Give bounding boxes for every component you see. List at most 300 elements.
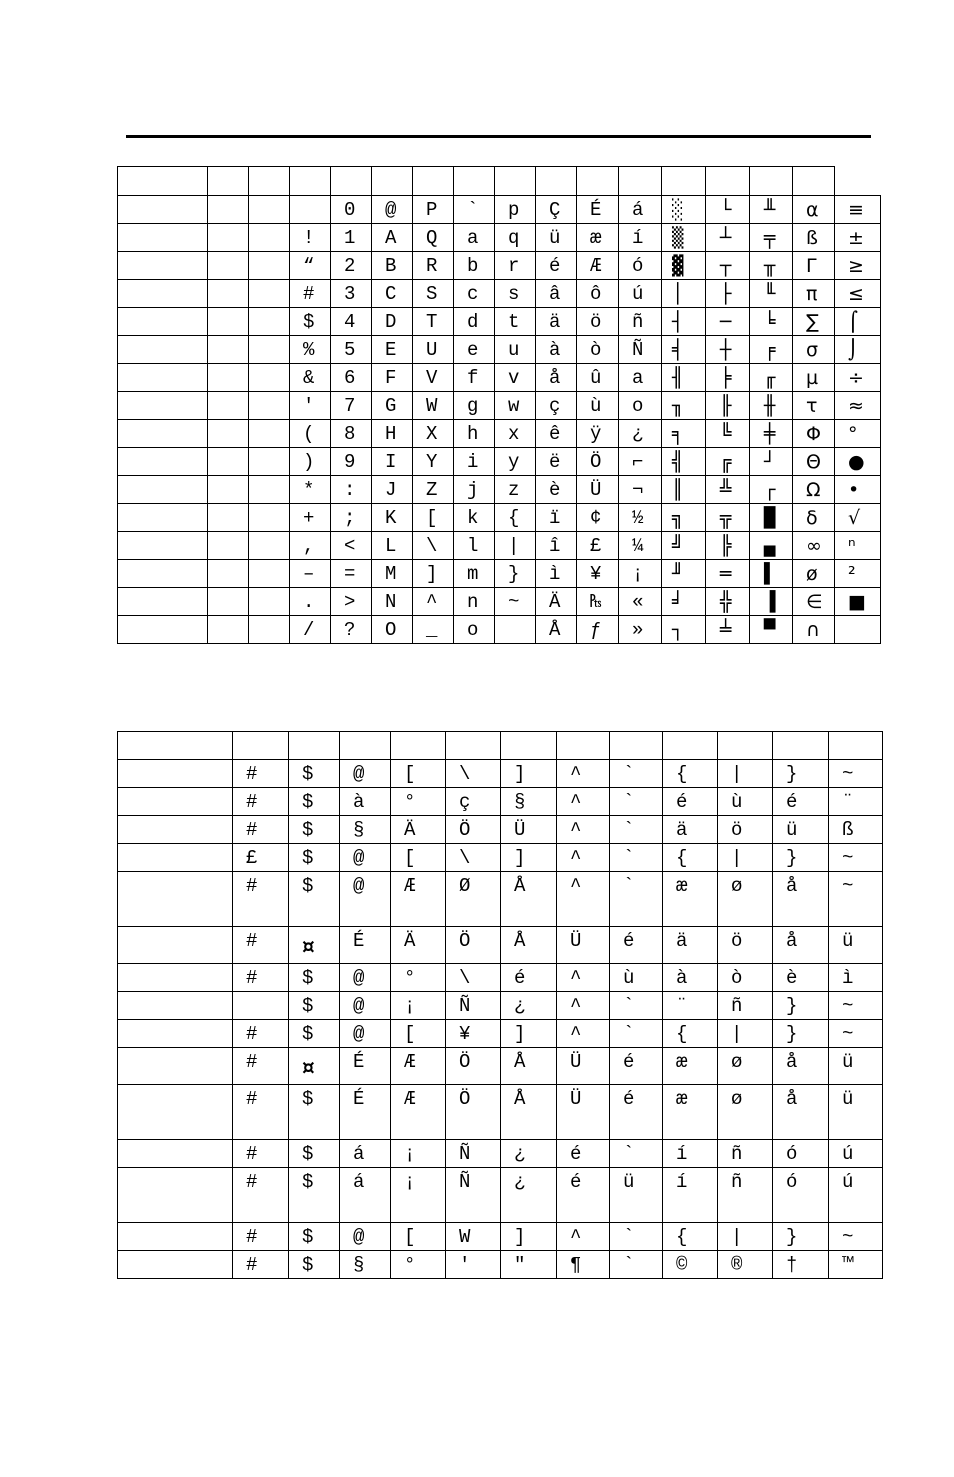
character-cell: $ [289,1223,340,1251]
character-cell: ~ [829,1223,883,1251]
character-cell: │ [662,280,706,308]
character-cell: D [372,308,413,336]
character-cell: ^ [557,816,610,844]
character-cell: | [495,532,536,560]
character-cell: ╥ [750,252,793,280]
character-cell: ß [829,816,883,844]
character-cell: ─ [706,308,750,336]
character-cell: { [663,1020,718,1048]
character-cell: ñ [718,1168,773,1223]
code-page-table [117,166,881,644]
row-label-cell [118,196,208,224]
empty-cell [249,476,290,504]
character-cell: æ [663,1085,718,1140]
character-cell: ü [773,816,829,844]
character-cell: K [372,504,413,532]
character-cell: h [454,420,495,448]
character-cell: ø [793,560,835,588]
character-cell: ▐ [750,588,793,616]
character-cell: ╜ [662,560,706,588]
empty-cell [208,476,249,504]
character-cell: ╚ [706,420,750,448]
character-cell: ∩ [793,616,835,644]
character-cell: s [495,280,536,308]
character-cell: ? [331,616,372,644]
empty-cell [249,336,290,364]
character-cell: & [290,364,331,392]
character-cell [495,616,536,644]
character-cell: ¤ [289,1048,340,1085]
character-cell: é [536,252,577,280]
character-cell: ² [835,560,881,588]
character-cell: v [495,364,536,392]
character-cell: ( [290,420,331,448]
character-cell: ü [610,1168,663,1223]
character-cell: " [501,1251,557,1279]
header-cell [718,732,773,760]
character-cell: \ [446,964,501,992]
character-cell: ° [835,420,881,448]
character-cell: { [663,844,718,872]
empty-cell [208,336,249,364]
header-cell [495,167,536,196]
table-row [118,364,881,392]
character-cell: å [536,364,577,392]
character-cell: = [331,560,372,588]
character-cell: ░ [662,196,706,224]
table-header-row [118,167,881,196]
character-cell: ] [501,1020,557,1048]
character-cell: Ö [446,1048,501,1085]
header-cell [446,732,501,760]
character-cell: @ [340,1020,391,1048]
character-cell: $ [289,816,340,844]
character-cell: ╦ [706,504,750,532]
character-cell: ≤ [835,280,881,308]
character-cell: û [577,364,619,392]
empty-cell [249,196,290,224]
character-cell: ° [391,788,446,816]
character-cell: ñ [718,1140,773,1168]
character-cell: i [454,448,495,476]
character-cell: Ü [557,927,610,964]
character-cell: ╓ [750,364,793,392]
character-cell: r [495,252,536,280]
character-cell: é [610,1048,663,1085]
character-cell: ì [829,964,883,992]
character-cell: ▀ [750,616,793,644]
character-cell: ┘ [750,448,793,476]
character-cell: Ä [391,927,446,964]
character-cell: ä [536,308,577,336]
character-cell: § [501,788,557,816]
empty-cell [208,420,249,448]
header-cell [662,167,706,196]
character-cell: ■ [835,588,881,616]
character-cell: * [290,476,331,504]
character-cell: í [663,1168,718,1223]
character-cell: q [495,224,536,252]
character-cell: æ [663,1048,718,1085]
character-cell: W [446,1223,501,1251]
character-cell: ° [391,964,446,992]
table-row [118,1223,883,1251]
empty-cell [208,504,249,532]
character-cell: ▌ [750,560,793,588]
character-cell: ñ [619,308,662,336]
table-row [118,448,881,476]
character-cell: n [454,588,495,616]
character-cell: æ [663,872,718,927]
character-cell: ╪ [750,420,793,448]
character-cell: í [619,224,662,252]
character-cell: # [233,816,289,844]
header-cell [619,167,662,196]
character-cell: à [663,964,718,992]
header-cell [290,167,331,196]
table-row [118,844,883,872]
character-cell: , [290,532,331,560]
character-cell: § [340,816,391,844]
character-cell: ₧ [577,588,619,616]
empty-cell [249,560,290,588]
character-cell: ╙ [750,280,793,308]
character-cell: j [454,476,495,504]
character-cell: [ [391,1223,446,1251]
empty-cell [208,224,249,252]
character-cell: å [773,927,829,964]
character-cell: ╔ [706,448,750,476]
character-cell: ¢ [577,504,619,532]
empty-cell [208,560,249,588]
row-label-cell [118,476,208,504]
row-label-cell [118,504,208,532]
empty-cell [249,308,290,336]
character-cell: ; [331,504,372,532]
table-row [118,476,881,504]
table-row [118,532,881,560]
character-cell: @ [340,872,391,927]
character-cell: | [718,1020,773,1048]
character-cell: y [495,448,536,476]
character-cell: á [340,1140,391,1168]
empty-cell [208,392,249,420]
character-cell: “ [290,252,331,280]
character-cell: 4 [331,308,372,336]
table-row [118,1020,883,1048]
table-row [118,964,883,992]
character-cell: S [413,280,454,308]
character-cell: # [233,1140,289,1168]
character-cell: ì [536,560,577,588]
table-row [118,992,883,1020]
character-cell: F [372,364,413,392]
character-cell: $ [289,992,340,1020]
character-cell: ™ [829,1251,883,1279]
character-cell: à [536,336,577,364]
character-cell: ú [619,280,662,308]
character-cell: ╨ [750,196,793,224]
character-cell: # [233,964,289,992]
character-cell [233,992,289,1020]
empty-cell [249,504,290,532]
character-cell: ¡ [619,560,662,588]
character-cell: é [773,788,829,816]
character-cell: ` [610,1223,663,1251]
character-cell: ╩ [706,476,750,504]
character-cell: é [557,1168,610,1223]
character-cell: e [454,336,495,364]
character-cell: Å [501,872,557,927]
character-cell: Ä [391,816,446,844]
empty-cell [249,588,290,616]
character-cell: ▓ [662,252,706,280]
table-row [118,788,883,816]
character-cell: ^ [557,964,610,992]
character-cell: ó [773,1140,829,1168]
character-cell: 2 [331,252,372,280]
country-label-cell [118,788,233,816]
character-cell: ] [501,1223,557,1251]
character-cell: ® [718,1251,773,1279]
character-cell: ╠ [706,532,750,560]
character-cell: @ [372,196,413,224]
character-cell: 0 [331,196,372,224]
character-cell: < [331,532,372,560]
character-cell: é [501,964,557,992]
country-label-cell [118,1048,233,1085]
row-label-cell [118,392,208,420]
character-cell: ½ [619,504,662,532]
row-label-cell [118,336,208,364]
character-cell: ∈ [793,588,835,616]
character-cell: ^ [557,760,610,788]
character-cell: ╢ [662,364,706,392]
character-cell: ∞ [793,532,835,560]
character-cell: f [454,364,495,392]
character-cell: L [372,532,413,560]
header-cell [663,732,718,760]
table-row [118,308,881,336]
character-cell: ~ [829,1020,883,1048]
character-cell: É [340,1085,391,1140]
character-cell: # [233,1048,289,1085]
empty-cell [208,308,249,336]
character-cell: Ç [536,196,577,224]
character-cell: ÷ [835,364,881,392]
empty-cell [249,532,290,560]
table-row [118,252,881,280]
character-cell: { [495,504,536,532]
character-cell: ⁿ [835,532,881,560]
character-cell: ├ [706,280,750,308]
country-label-cell [118,872,233,927]
character-cell: ü [536,224,577,252]
header-cell [610,732,663,760]
character-cell: ê [536,420,577,448]
character-cell: É [340,1048,391,1085]
character-cell: α [793,196,835,224]
character-cell: } [773,1223,829,1251]
character-cell: ` [610,1140,663,1168]
table-row [118,1085,883,1140]
header-cell [208,167,249,196]
character-cell: J [372,476,413,504]
character-cell: ╛ [662,588,706,616]
character-cell: P [413,196,454,224]
character-cell: m [454,560,495,588]
character-cell: Ñ [619,336,662,364]
character-cell: ╬ [706,588,750,616]
character-cell: Γ [793,252,835,280]
table-row [118,504,881,532]
character-cell: # [233,1168,289,1223]
character-cell [835,616,881,644]
character-cell: c [454,280,495,308]
character-cell: ~ [829,872,883,927]
row-label-cell [118,560,208,588]
row-label-cell [118,308,208,336]
country-label-cell [118,844,233,872]
character-cell: 5 [331,336,372,364]
character-cell: ï [536,504,577,532]
character-cell: ╖ [662,392,706,420]
table-row [118,1168,883,1223]
character-cell: å [773,1048,829,1085]
character-cell: ┼ [706,336,750,364]
country-label-cell [118,1168,233,1223]
character-cell: # [233,1251,289,1279]
character-cell: σ [793,336,835,364]
character-cell: V [413,364,454,392]
character-cell: # [233,760,289,788]
table-row [118,392,881,420]
character-cell: _ [413,616,454,644]
character-cell: Æ [391,1048,446,1085]
character-cell: ø [718,872,773,927]
character-cell: ^ [557,1223,610,1251]
character-cell: ╘ [750,308,793,336]
character-cell: } [773,844,829,872]
character-cell: é [610,1085,663,1140]
character-cell: ö [577,308,619,336]
empty-cell [208,196,249,224]
character-cell: Y [413,448,454,476]
row-label-cell [118,364,208,392]
character-cell: d [454,308,495,336]
character-cell: ` [610,872,663,927]
character-cell: \ [446,760,501,788]
character-cell: | [718,1223,773,1251]
character-cell: ö [718,816,773,844]
character-cell: Θ [793,448,835,476]
character-cell: ¤ [289,927,340,964]
character-cell: ó [773,1168,829,1223]
character-cell: Ω [793,476,835,504]
character-cell: Ü [557,1048,610,1085]
character-cell: Æ [391,1085,446,1140]
character-cell: ^ [557,1020,610,1048]
character-cell: █ [750,504,793,532]
character-cell: Φ [793,420,835,448]
row-label-cell [118,532,208,560]
character-cell: é [663,788,718,816]
character-cell: É [577,196,619,224]
character-cell: Q [413,224,454,252]
empty-cell [208,448,249,476]
header-cell [536,167,577,196]
character-cell: Ñ [446,1168,501,1223]
empty-cell [208,616,249,644]
character-cell: « [619,588,662,616]
row-label-cell [118,588,208,616]
character-cell: \ [446,844,501,872]
character-cell: | [718,760,773,788]
character-cell: ò [577,336,619,364]
character-cell: ] [501,844,557,872]
country-label-cell [118,1223,233,1251]
character-cell: Ü [557,1085,610,1140]
character-cell: } [773,992,829,1020]
country-label-cell [118,1020,233,1048]
table-header-row [118,732,883,760]
character-cell: . [290,588,331,616]
table-row [118,872,883,927]
country-label-cell [118,992,233,1020]
character-cell: ä [663,927,718,964]
character-cell: @ [340,964,391,992]
country-label-cell [118,964,233,992]
character-cell: ● [835,448,881,476]
character-cell: ▄ [750,532,793,560]
character-cell: T [413,308,454,336]
character-cell: B [372,252,413,280]
character-cell: } [495,560,536,588]
empty-cell [249,280,290,308]
character-cell: u [495,336,536,364]
character-cell: ╞ [706,364,750,392]
header-cell [501,732,557,760]
character-cell: ¥ [446,1020,501,1048]
character-cell: ° [391,1251,446,1279]
character-cell: è [536,476,577,504]
character-cell: A [372,224,413,252]
character-cell: è [773,964,829,992]
character-cell: [ [413,504,454,532]
character-cell: ô [577,280,619,308]
character-cell: $ [289,1251,340,1279]
character-cell: 9 [331,448,372,476]
character-cell: ¡ [391,1140,446,1168]
row-label-cell [118,420,208,448]
row-label-cell [118,448,208,476]
character-cell: G [372,392,413,420]
character-cell: í [663,1140,718,1168]
character-cell: x [495,420,536,448]
character-cell: ÿ [577,420,619,448]
character-cell: X [413,420,454,448]
character-cell: é [610,927,663,964]
character-cell: ] [501,760,557,788]
character-cell [290,196,331,224]
character-cell: ç [536,392,577,420]
header-rule [126,135,871,138]
character-cell: Ø [446,872,501,927]
header-cell [289,732,340,760]
character-cell: ╝ [662,532,706,560]
character-cell: å [773,1085,829,1140]
character-cell: ┬ [706,252,750,280]
